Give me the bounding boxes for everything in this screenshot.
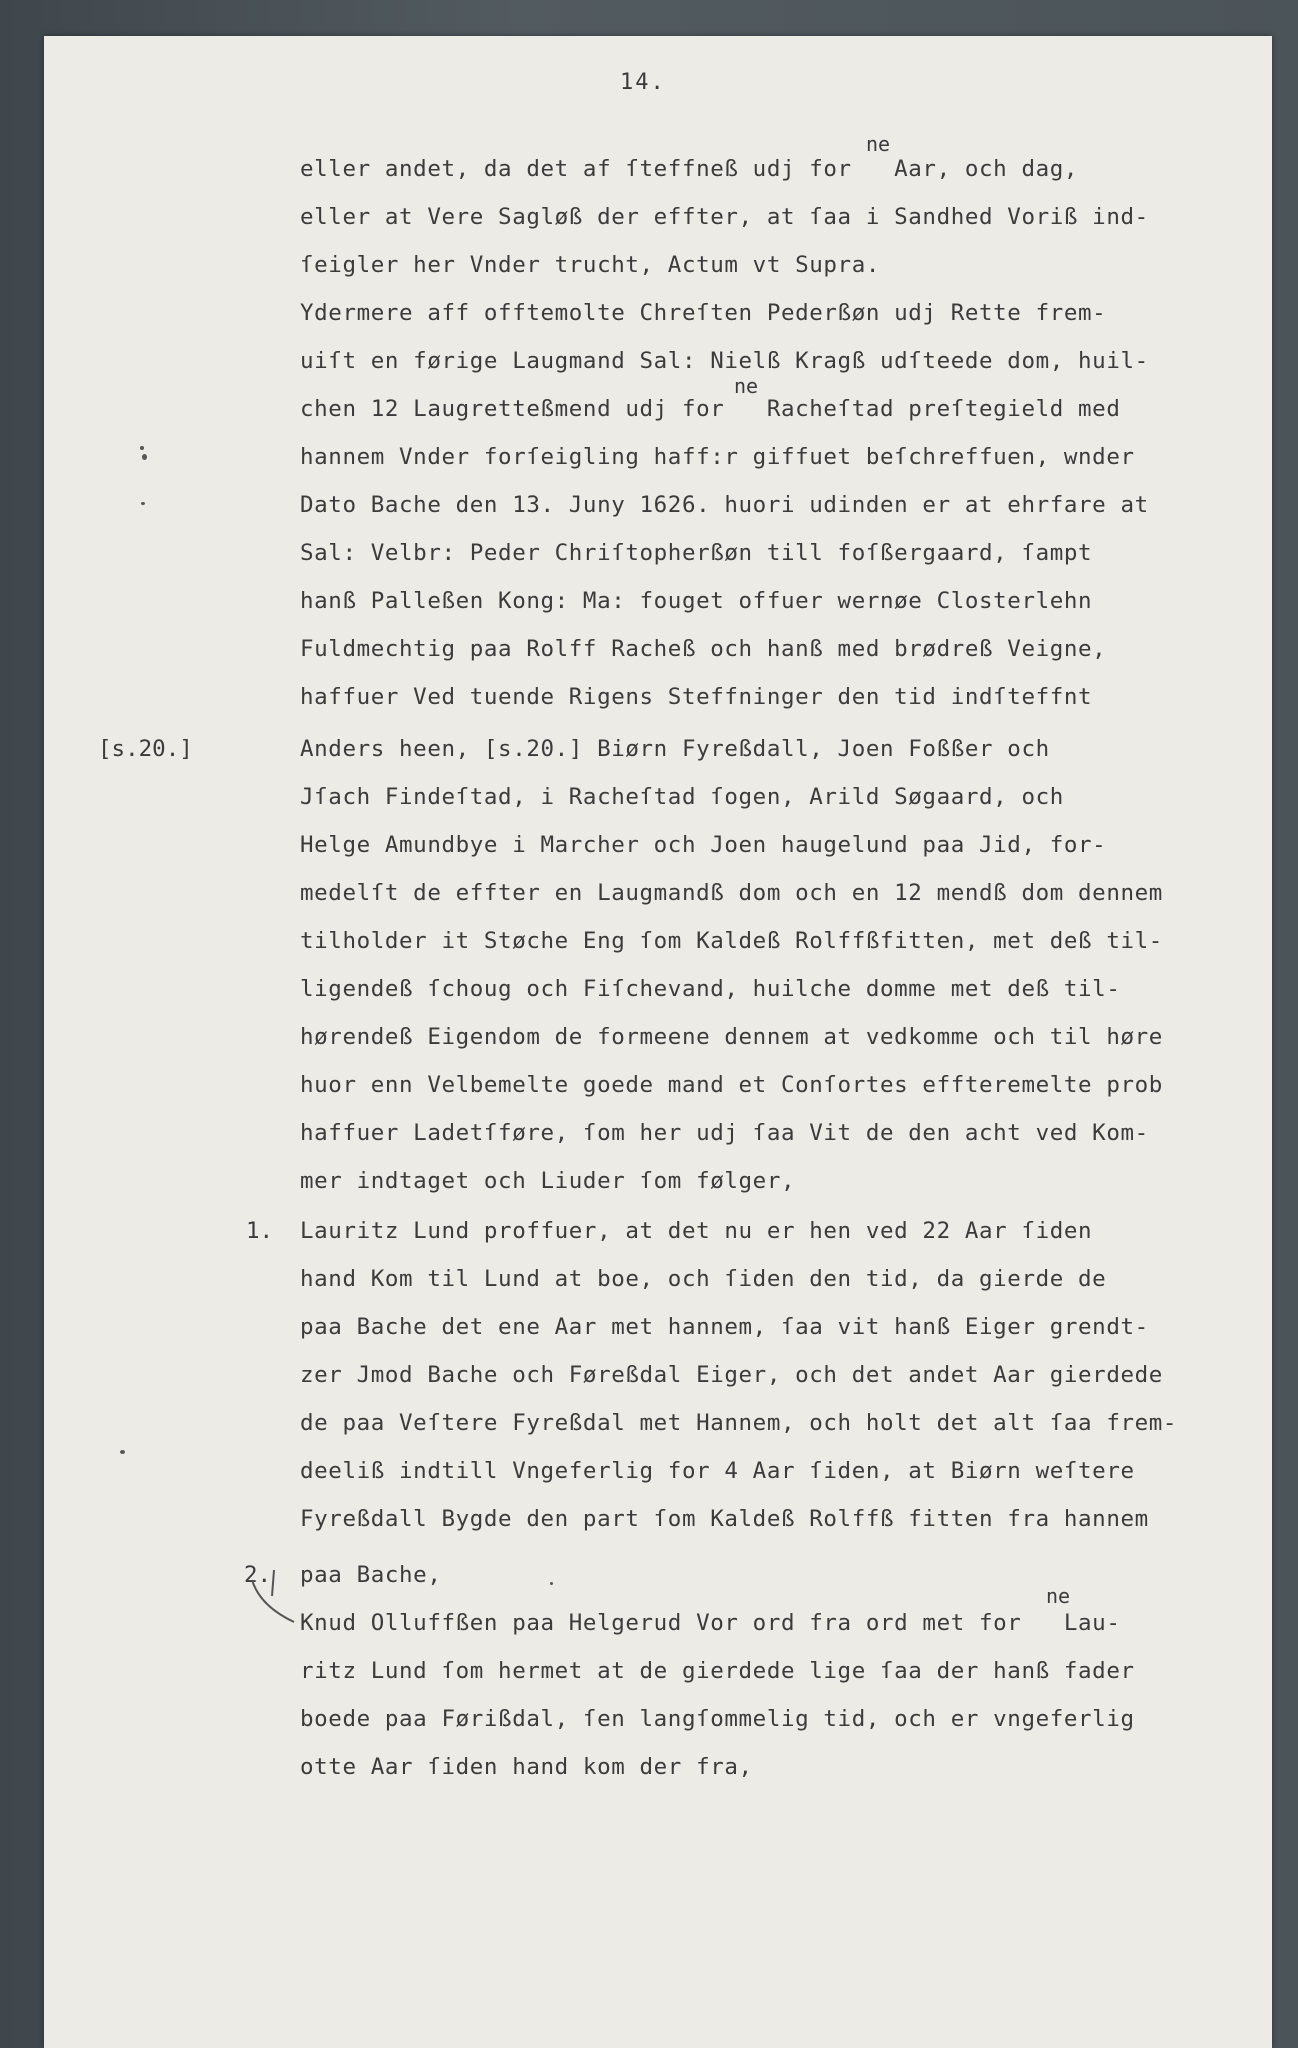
text-line: hand Kom til Lund at boe, och ſiden den tid, da gierde de (300, 1266, 1107, 1292)
margin-bracket-mark (246, 1566, 306, 1626)
page-number: 14. (620, 70, 666, 95)
text-line: haffuer Ved tuende Rigens Steffninger den tid indſteffnt (300, 684, 1093, 710)
text-line: Ydermere aff offtemolte Chreſten Pederßøn udj Rette frem- (300, 300, 1107, 326)
text-line: paa Bache det ene Aar met hannem, ſaa vit hanß Eiger grendt- (300, 1314, 1149, 1340)
margin-item-number: 2. (244, 1562, 272, 1588)
text-line: boede paa Førißdal, ſen langſommelig tid, och er vngeferlig (300, 1706, 1135, 1732)
text-line: ſeigler her Vnder trucht, Actum vt Supra. (300, 252, 880, 278)
text-line: eller at Vere Sagløß der effter, at ſaa i Sandhed Voriß ind- (300, 204, 1149, 230)
text-line: Anders heen, [s.20.] Biørn Fyreßdall, Joen Foßßer och (300, 736, 1050, 762)
text-line: chen 12 Laugretteßmend udj for Racheſtad preſtegield med (300, 396, 1121, 422)
superscript: ne (734, 374, 759, 398)
text-line: Fuldmechtig paa Rolff Racheß och hanß med brødreß Veigne, (300, 636, 1107, 662)
text-line: medelſt de effter en Laugmandß dom och en 12 mendß dom dennem (300, 880, 1163, 906)
superscript: ne (866, 132, 891, 156)
text-line: Fyreßdall Bygde den part ſom Kaldeß Rolffß fitten fra hannem (300, 1506, 1149, 1532)
paper-speck (550, 1582, 553, 1585)
text-line: zer Jmod Bache och Føreßdal Eiger, och det andet Aar gierdede (300, 1362, 1163, 1388)
text-line: Knud Olluffßen paa Helgerud Vor ord fra ord met for Lau- (300, 1610, 1121, 1636)
text-line: mer indtaget och Liuder ſom følger, (300, 1168, 796, 1194)
text-line: Sal: Velbr: Peder Chriſtopherßøn till foſßergaard, ſampt (300, 540, 1093, 566)
text-line: ritz Lund ſom hermet at de gierdede lige ſaa der hanß fader (300, 1658, 1135, 1684)
text-line: Lauritz Lund proffuer, at det nu er hen ved 22 Aar ſiden (300, 1218, 1093, 1244)
text-line: hanß Palleßen Kong: Ma: fouget offuer wernøe Closterlehn (300, 588, 1093, 614)
text-line: paa Bache, (300, 1562, 442, 1588)
margin-page-reference: [s.20.] (98, 736, 193, 762)
text-line: hannem Vnder forſeigling haff:r giffuet beſchreffuen, wnder (300, 444, 1135, 470)
text-line: de paa Veſtere Fyreßdal met Hannem, och holt det alt ſaa frem- (300, 1410, 1178, 1436)
text-line: otte Aar ſiden hand kom der fra, (300, 1754, 753, 1780)
text-line: huor enn Velbemelte goede mand et Conſortes effteremelte prob (300, 1072, 1163, 1098)
text-line: uiſt en førige Laugmand Sal: Nielß Kragß udſteede dom, huil- (300, 348, 1149, 374)
text-line: ligendeß ſchoug och Fiſchevand, huilche domme met deß til- (300, 976, 1121, 1002)
text-line: Jſach Findeſtad, i Racheſtad ſogen, Arild Søgaard, och (300, 784, 1064, 810)
paper-speck (120, 1450, 125, 1454)
text-line: Helge Amundbye i Marcher och Joen haugelund paa Jid, for- (300, 832, 1107, 858)
text-line: deeliß indtill Vngeferlig for 4 Aar ſiden, at Biørn weſtere (300, 1458, 1135, 1484)
margin-item-number: 1. (246, 1218, 274, 1244)
text-line: hørendeß Eigendom de formeene dennem at vedkomme och til høre (300, 1024, 1163, 1050)
text-line: eller andet, da det af ſteffneß udj for Aar, och dag, (300, 156, 1079, 182)
paper-speck (142, 454, 147, 460)
paper-speck (141, 502, 145, 505)
text-line: tilholder it Støche Eng ſom Kaldeß Rolffßfitten, met deß til- (300, 928, 1163, 954)
text-line: haffuer Ladetſføre, ſom her udj ſaa Vit de den acht ved Kom- (300, 1120, 1149, 1146)
paper-speck (140, 446, 144, 450)
superscript: ne (1046, 1584, 1071, 1608)
text-line: Dato Bache den 13. Juny 1626. huori udinden er at ehrfare at (300, 492, 1149, 518)
